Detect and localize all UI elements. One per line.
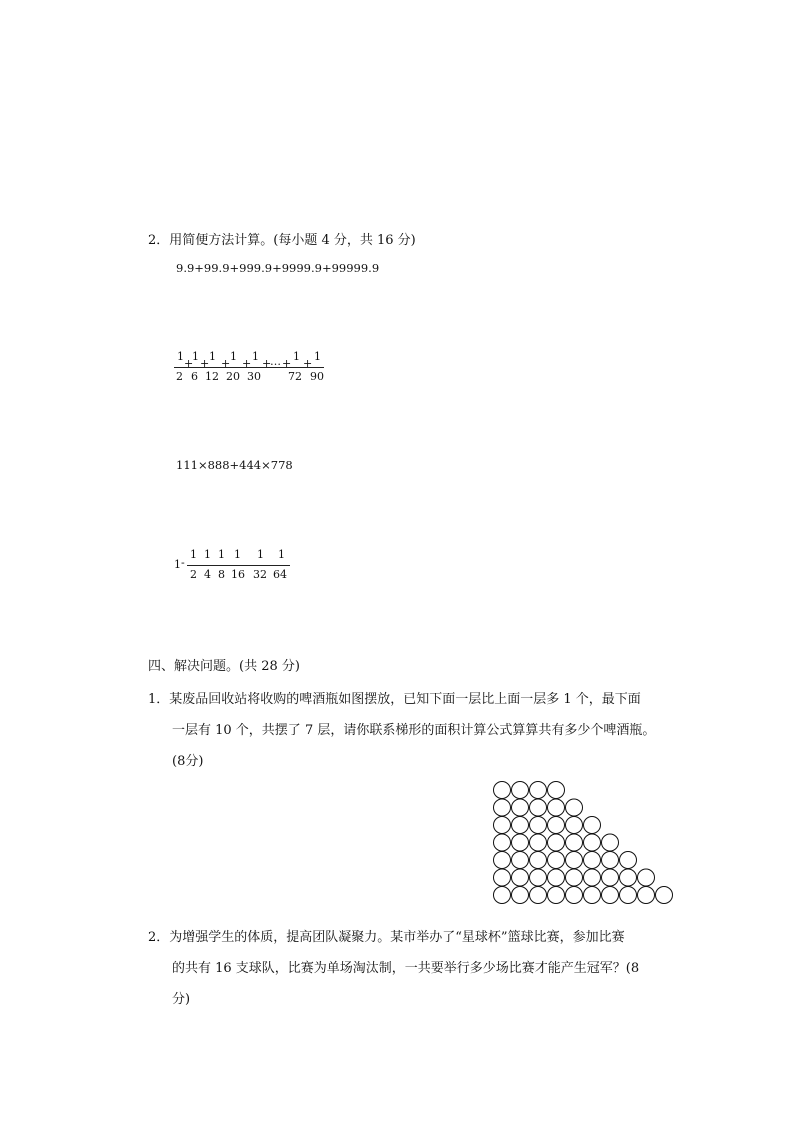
numerator: 1 [230,350,237,363]
denominator: 90 [310,370,324,383]
numerator: 1 [218,548,225,561]
bottle-circle [548,852,565,869]
bottle-circle [584,817,601,834]
bottle-circle [566,852,583,869]
bottle-circle [530,782,547,799]
bottle-circle [530,799,547,816]
numerator: 1 [177,350,184,363]
bottle-circle [584,834,601,851]
fraction-bar [174,367,324,368]
bottle-circle [548,799,565,816]
bottle-circle [602,834,619,851]
bottle-circle [548,817,565,834]
problem-2-line-2: 的共有 16 支球队，比赛为单场淘汰制，一共要举行多少场比赛才能产生冠军？(8 [172,961,640,976]
bottle-stack-figure [490,780,690,920]
numerator: 1 [278,548,285,561]
fraction-bar [187,565,290,566]
denominator: 6 [191,370,198,383]
bottle-circle [620,869,637,886]
denominator: 16 [231,568,245,581]
bottle-circle [494,817,511,834]
numerator: 1 [192,350,199,363]
bottle-circle [494,799,511,816]
leading-one: 1 [174,558,181,571]
numerator: 1 [204,548,211,561]
denominator: 32 [253,568,267,581]
bottle-circle [530,834,547,851]
bottle-circle [530,852,547,869]
bottle-circle [638,887,655,904]
bottle-circle [494,869,511,886]
bottle-circle [584,852,601,869]
bottle-circle [548,782,565,799]
denominator: 20 [226,370,240,383]
bottle-circle [548,887,565,904]
bottle-circle [566,799,583,816]
bottle-circle [530,817,547,834]
expression-4: 1 - 1 2 1 4 1 8 1 16 1 32 1 64 [174,548,304,584]
bottle-circle [566,834,583,851]
bottle-circle [566,887,583,904]
bottle-circle [494,887,511,904]
bottle-circle [548,869,565,886]
bottle-circle [620,887,637,904]
section-4-title: 四、解决问题。(共 28 分) [148,659,300,674]
numerator: 1 [190,548,197,561]
problem-1-line-1: 1．某废品回收站将收购的啤酒瓶如图摆放，已知下面一层比上面一层多 1 个，最下面 [148,692,641,707]
bottle-circle [512,817,529,834]
ellipsis: … [270,355,281,368]
bottle-circle [530,869,547,886]
problem-2-line-1: 2．为增强学生的体质，提高团队凝聚力。某市举办了“星球杯”篮球比赛，参加比赛 [148,930,625,945]
numerator: 1 [209,350,216,363]
bottle-circle [602,887,619,904]
denominator: 8 [218,568,225,581]
bottle-circle [494,834,511,851]
bottle-circle [638,869,655,886]
denominator: 12 [205,370,219,383]
expression-2: 1 2 + 1 6 + 1 12 + 1 20 + 1 30 + … + 1 72 + 1 90 [176,350,324,383]
bottle-circle [656,887,673,904]
bottle-circle [512,799,529,816]
bottle-circle [512,852,529,869]
bottle-circle [620,852,637,869]
bottle-circle [584,869,601,886]
problem-1-line-2: 一层有 10 个，共摆了 7 层，请你联系梯形的面积计算公式算算共有多少个啤酒瓶。 [172,723,656,738]
bottle-circle [548,834,565,851]
numerator: 1 [234,548,241,561]
denominator: 2 [176,370,183,383]
bottle-circle [584,887,601,904]
expression-3: 111×888+444×778 [176,458,293,472]
problem-2-line-3: 分) [172,992,191,1007]
bottle-circle [494,782,511,799]
bottle-circle [602,852,619,869]
denominator: 64 [273,568,287,581]
bottle-circle [602,869,619,886]
bottle-circle [512,869,529,886]
expression-1: 9.9+99.9+999.9+9999.9+99999.9 [176,261,380,275]
bottle-circle [512,782,529,799]
denominator: 30 [247,370,261,383]
bottle-circle [566,817,583,834]
question-2-title: 2．用简便方法计算。(每小题 4 分，共 16 分) [148,233,416,248]
denominator: 4 [204,568,211,581]
numerator: 1 [293,350,300,363]
denominator: 72 [288,370,302,383]
bottle-circle [512,887,529,904]
numerator: 1 [252,350,259,363]
bottle-circle [494,852,511,869]
problem-1-line-3: (8分) [172,754,204,769]
denominator: 2 [190,568,197,581]
numerator: 1 [314,350,321,363]
bottle-circle [530,887,547,904]
bottle-circle [566,869,583,886]
bottle-circle [512,834,529,851]
numerator: 1 [257,548,264,561]
